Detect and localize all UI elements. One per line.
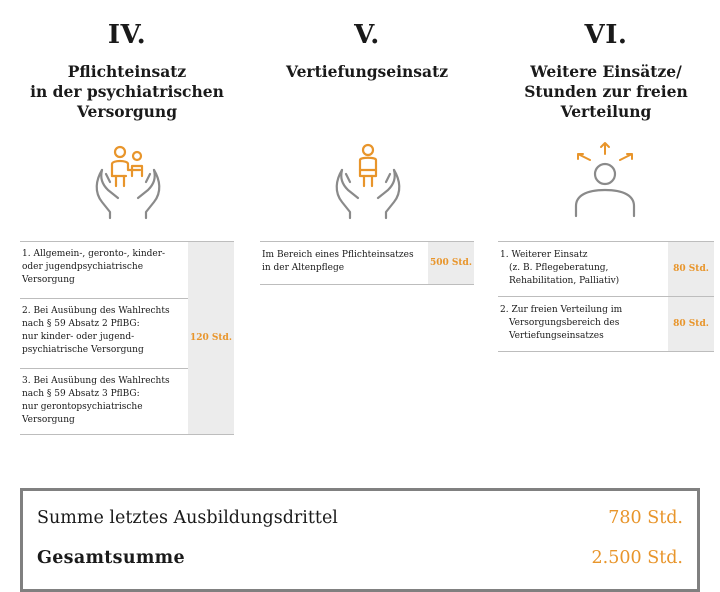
column-numeral: VI. (584, 20, 628, 50)
hours-value: 80 Std. (668, 242, 714, 296)
summary-row-last-third (37, 508, 683, 532)
table-row: 2. Zur freien Verteilung im Versorgungsbereich des Vertiefungseinsatzes (498, 296, 714, 351)
table-row: 1. Weiterer Einsatz (z. B. Pflegeberatung, Rehabilitation, Palliativ) (500, 250, 620, 286)
column-numeral: V. (354, 20, 380, 50)
total-label: Gesamtsumme (37, 548, 185, 568)
hours-value: 80 Std. (668, 297, 714, 351)
table-vi (498, 241, 714, 352)
summary-box (20, 488, 700, 592)
total-value: 2.500 Std. (591, 548, 683, 568)
column-vi (498, 0, 714, 122)
person-with-arrows-icon (568, 140, 648, 220)
column-title: Weitere Einsätze/ Stunden zur freien Verteilung (524, 62, 688, 121)
table-row: 2. Bei Ausübung des Wahlrechts nach § 59 Absatz 2 PflBG: nur kinder- oder jugend- psychiatrische Versorgung (20, 298, 188, 368)
hands-holding-adult-and-child-icon (88, 140, 168, 220)
hours-value: 120 Std. (188, 242, 234, 434)
hours-value: 500 Std. (428, 242, 474, 284)
column-numeral: IV. (107, 20, 147, 50)
table-iv (20, 241, 234, 435)
hands-holding-child-icon (328, 140, 408, 220)
column-title: Pflichteinsatz in der psychiatrischen Versorgung (30, 62, 224, 121)
column-title: Vertiefungseinsatz (285, 62, 449, 81)
table-row: Im Bereich eines Pflichteinsatzes in der Altenpflege (262, 250, 414, 273)
summary-row-total (37, 548, 683, 572)
summary-label: Summe letztes Ausbildungsdrittel (37, 508, 338, 528)
table-row: 1. Allgemein-, geronto-, kinder- oder jugendpsychiatrische Versorgung (22, 249, 166, 285)
table-v (260, 241, 474, 285)
column-v (260, 0, 474, 82)
table-row: 3. Bei Ausübung des Wahlrechts nach § 59 Absatz 3 PflBG: nur gerontopsychiatrische Versorgung (20, 368, 188, 438)
column-iv (20, 0, 234, 122)
summary-value: 780 Std. (608, 508, 683, 528)
